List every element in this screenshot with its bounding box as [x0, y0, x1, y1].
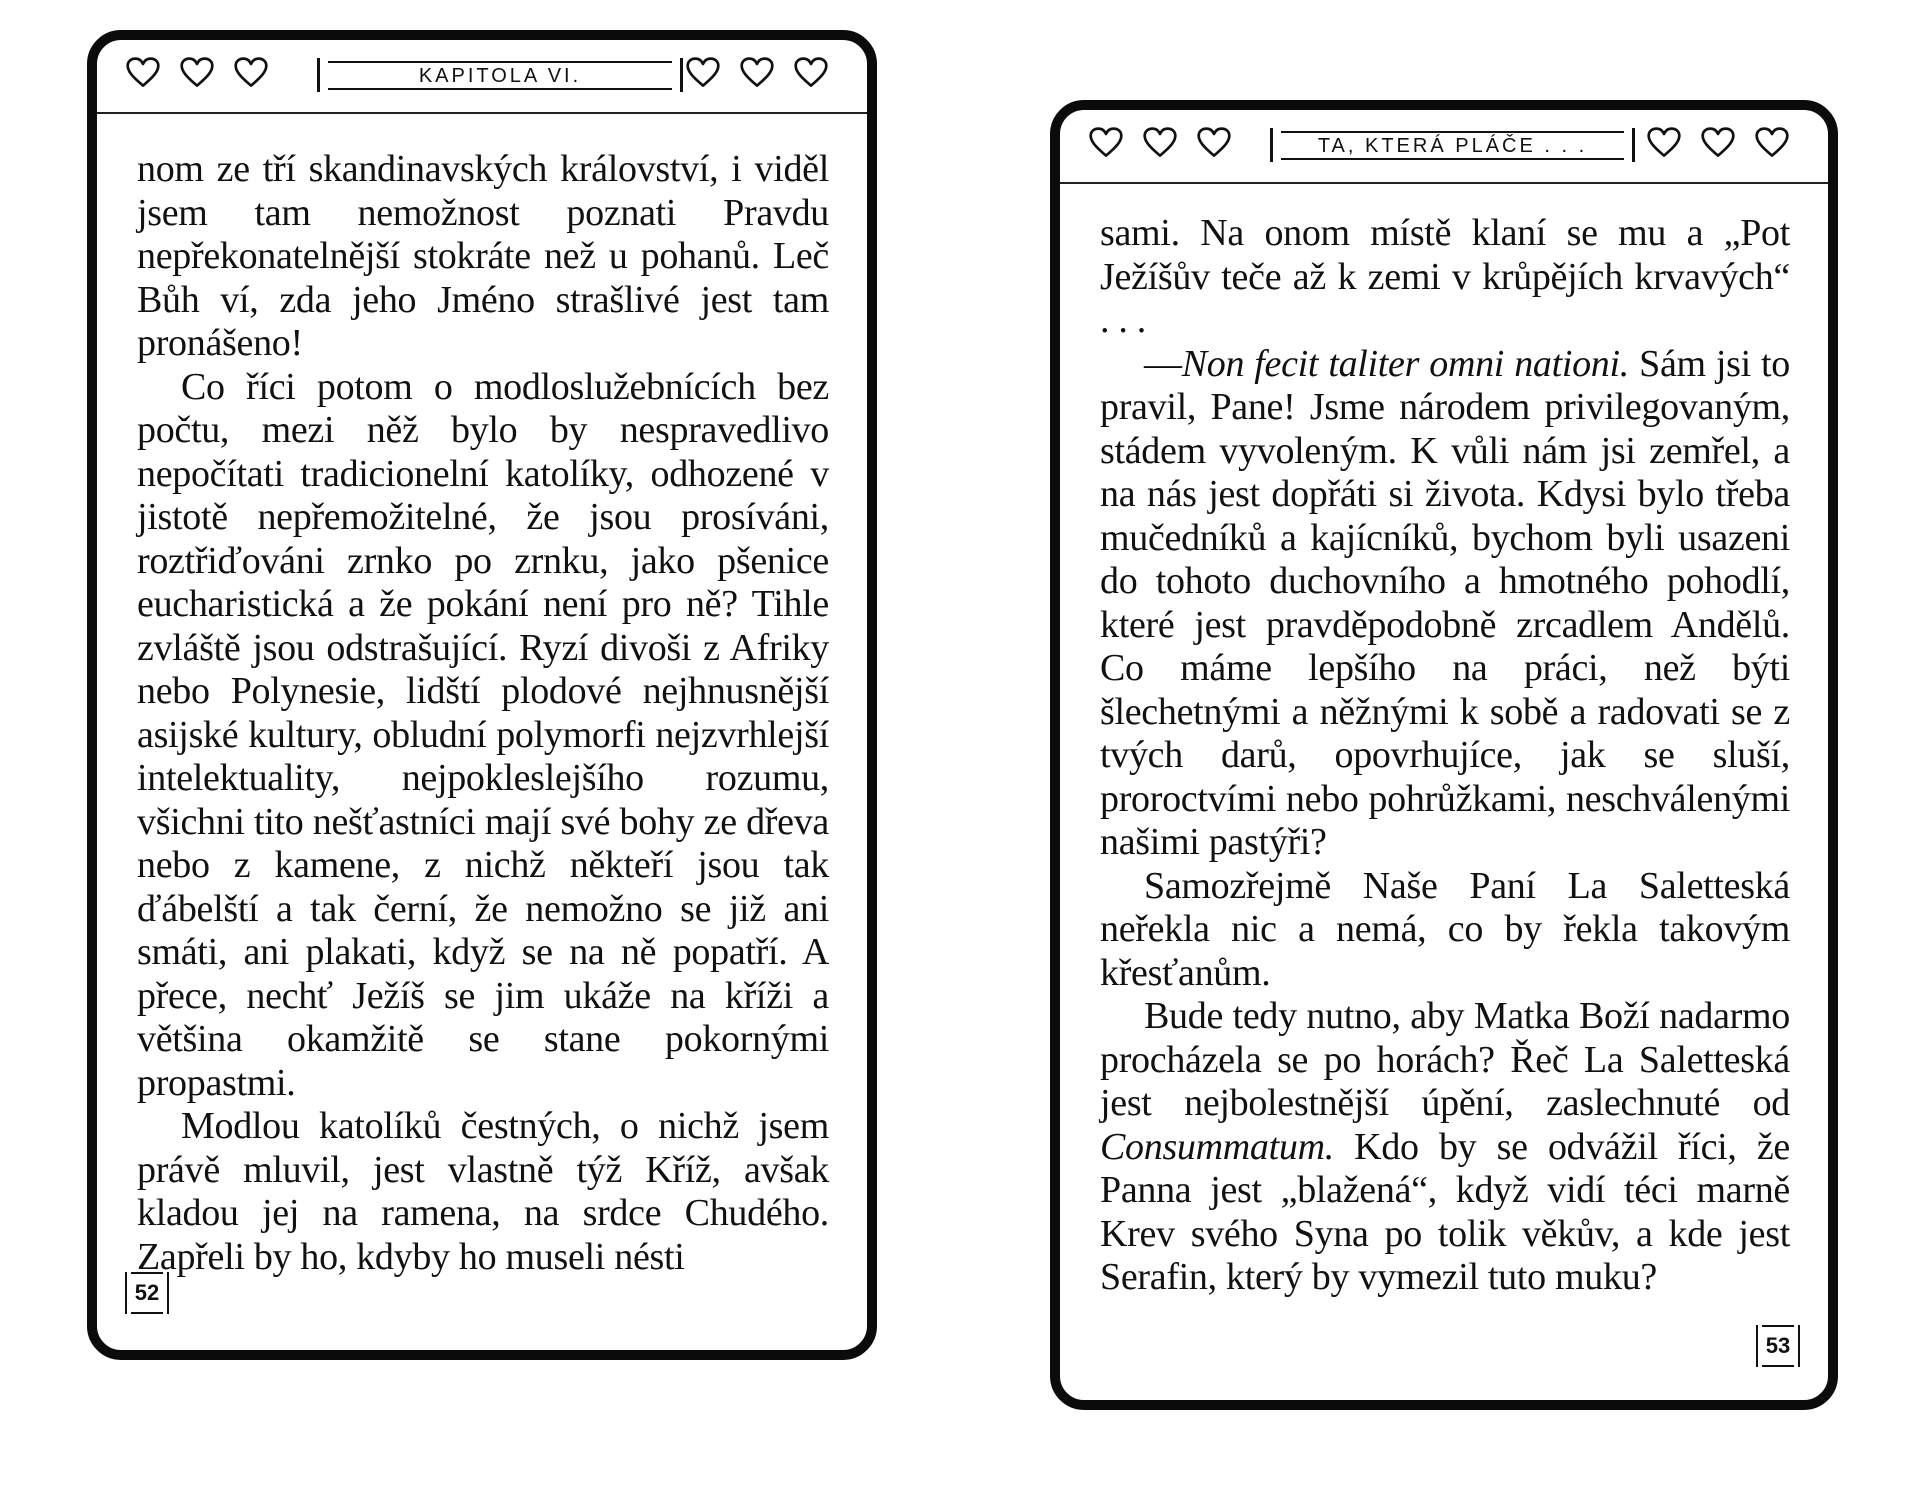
running-header-box: [317, 58, 683, 92]
running-header-box: [1270, 128, 1635, 162]
paragraph-text: Kdo by se odvážil říci, že Panna jest „blažená“, když vidí téci marně Krev svého Syna po tolik věkův, a kde jest Serafin, který by vymezil tuto muku?: [1100, 1125, 1790, 1298]
running-header-title: KAPITOLA VI.: [418, 65, 582, 87]
heart-outline-icon: [125, 56, 161, 90]
paragraph-text: Bude tedy nutno, aby Matka Boží nadarmo procházela se po horách? Řeč La Saletteská jest nejbolestnější úpění, zaslechnuté od: [1100, 995, 1790, 1124]
paragraph: nom ze tří skandinavských království, i viděl jsem tam nemožnost poznati Pravdu nepřekonatelnější stokráte než u pohanů. Leč Bůh ví, zda jeho Jméno strašlivé jest tam pronášeno!: [137, 148, 829, 364]
heart-outline-icon: [685, 56, 721, 90]
latin-word: Consummatum.: [1100, 1125, 1334, 1168]
heart-outline-icon: [179, 56, 215, 90]
left-header-hearts-left: [125, 56, 269, 90]
page-number: 53: [1756, 1325, 1800, 1367]
paragraph: Co říci potom o modloslužebnících bez počtu, mezi něž bylo by nespravedlivo nepočítati tradicionelní katolíky, odhozené v jistotě nepřemožitelné, že jsou prosíváni, roztřiďováni zrnko po zrnku, jako pšenice eucharistická a že pokání není pro ně? Tihle zvláště jsou odstrašující. Ryzí divoši z Afriky nebo Polynesie, lidští plodové nejhnusnější asijské kultury, obludní polymorfi nejzvrhlejší intelektuality, nejpokleslejšího rozumu, všichni tito nešťastníci mají své bohy ze dřeva nebo z kamene, z nichž někteří jsou tak ďábelští a tak černí, že nemožno se již ani smáti, ani plakati, když se na ně popatří. A přece, nechť Ježíš se jim ukáže na kříži a většina okamžitě se stane pokornými propastmi.: [137, 365, 829, 1104]
heart-outline-icon: [793, 56, 829, 90]
paragraph: Samozřejmě Naše Paní La Saletteská neřekla nic a nemá, co by řekla takovým křesťanům.: [1100, 864, 1790, 994]
heart-outline-icon: [1088, 126, 1124, 160]
heart-outline-icon: [1700, 126, 1736, 160]
heart-outline-icon: [233, 56, 269, 90]
paragraph-text: Sám jsi to pravil, Pane! Jsme národem privilegovaným, stádem vyvoleným. K vůli nám jsi zemřel, a na nás jest dopřáti si života. Kdysi bylo třeba mučedníků a kajícníků, bychom byli usazeni do tohoto duchovního a hmotného pohodlí, které jest pravděpodobně zrcadlem Andělů. Co máme lepšího na práci, než býti šlechetnými a něžnými k sobě a radovati se z tvých darů, opovrhujíce, jak se sluší, proroctvími nebo pohrůžkami, neschválenými našimi pastýři?: [1100, 342, 1790, 863]
left-page-body: [137, 148, 829, 1279]
heart-outline-icon: [1142, 126, 1178, 160]
page-number: 52: [125, 1272, 169, 1314]
right-page-body: [1100, 212, 1790, 1300]
heart-outline-icon: [1646, 126, 1682, 160]
em-dash: —: [1144, 342, 1182, 385]
right-page: [1050, 100, 1838, 1410]
heart-outline-icon: [1196, 126, 1232, 160]
running-header-title: TA, KTERÁ PLÁČE . . .: [1317, 135, 1588, 157]
left-header-hearts-right: [685, 56, 829, 90]
paragraph: Modlou katolíků čestných, o nichž jsem právě mluvil, jest vlastně týž Kříž, avšak kladou jej na ramena, na srdce Chudého. Zapřeli by ho, kdyby ho museli nésti: [137, 1105, 829, 1278]
left-page: [87, 30, 877, 1360]
heart-outline-icon: [1754, 126, 1790, 160]
right-header-hearts-right: [1646, 126, 1790, 160]
right-page-header: [1060, 110, 1828, 184]
right-header-hearts-left: [1088, 126, 1232, 160]
heart-outline-icon: [739, 56, 775, 90]
latin-quote: Non fecit taliter omni nationi.: [1181, 342, 1629, 385]
left-page-header: [97, 40, 867, 114]
paragraph: sami. Na onom místě klaní se mu a „Pot Ježíšův teče až k zemi v krůpějích krvavých“ . . .: [1100, 212, 1790, 341]
paragraph: [1100, 343, 1790, 865]
paragraph: [1100, 995, 1790, 1300]
